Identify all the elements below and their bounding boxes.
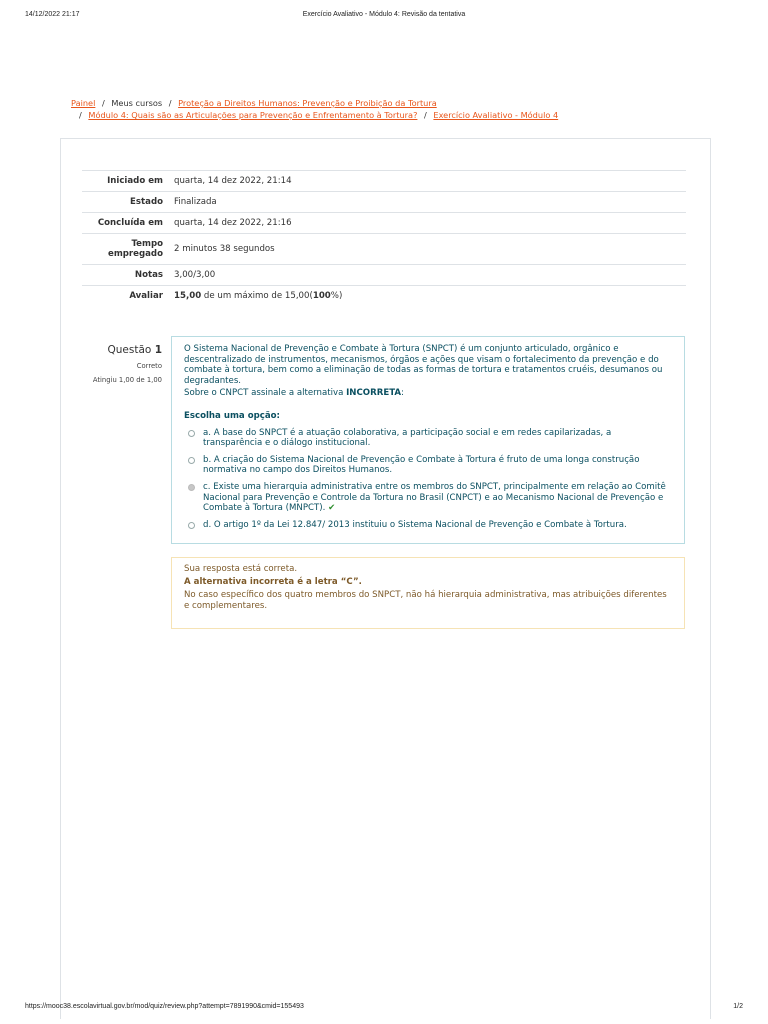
breadcrumb-separator: / [168,98,172,108]
summary-value: Finalizada [174,197,217,207]
answer-option-label: b. A criação do Sistema Nacional de Prevenção e Combate à Tortura é fruto de uma longa construção normativa no campo dos Direitos Humanos. [203,454,640,476]
grade-mid: de um máximo de 15,00( [201,291,313,301]
question-text: O Sistema Nacional de Prevenção e Combate à Tortura (SNPCT) é um conjunto articulado, orgânico e descentralizado de instrumentos, mecanismos, órgãos e ações que visam o fortalecimento da prevenção e do combate à tortura, bem como a eliminação de todas as formas de tortura e tratamentos cruéis, desumanos ou degradantes. [184,344,663,386]
summary-label-line: empregado [107,249,163,259]
answer-option-d[interactable] [184,520,672,531]
feedback-explanation: No caso específico dos quatro membros do SNPCT, não há hierarquia administrativa, mas atribuições diferentes e complementares. [184,590,667,611]
answer-option-label: a. A base do SNPCT é a atuação colaborativa, a participação social e em redes capilarizadas, a transparência e o diálogo institucional. [203,427,612,449]
print-page-number: 1/2 [733,1003,743,1010]
breadcrumb-curso-link[interactable]: Proteção a Direitos Humanos: Prevenção e Proibição da Tortura [178,98,437,108]
breadcrumb-atividade-link[interactable]: Exercício Avaliativo - Módulo 4 [433,110,559,120]
breadcrumb-separator: / [101,98,105,108]
answer-prompt: Escolha uma opção: [184,410,280,421]
instruction-text-end: : [401,388,404,399]
summary-label: Avaliar [129,291,163,301]
question-content [171,336,685,544]
question-number [82,344,162,356]
answer-option-c[interactable] [184,482,672,514]
answer-option-label: d. O artigo 1º da Lei 12.847/ 2013 instituiu o Sistema Nacional de Prevenção e Combate à Tortura. [203,519,627,530]
grade-end: %) [330,291,343,301]
summary-row-estado [82,191,686,212]
breadcrumb-separator: / [424,110,427,120]
summary-value-text: 2 minutos 38 segundos [174,244,275,254]
radio-button-c[interactable] [188,484,195,491]
breadcrumb-separator: / [79,110,82,120]
print-datetime: 14/12/2022 21:17 [25,11,80,18]
radio-button-a[interactable] [188,430,195,437]
summary-value: quarta, 14 dez 2022, 21:16 [174,218,292,228]
summary-label: Concluída em [97,218,163,228]
instruction-text: Sobre o CNPCT assinale a alternativa [184,388,347,399]
summary-value: quarta, 14 dez 2022, 21:14 [174,176,292,186]
radio-button-d[interactable] [188,522,195,529]
question-label: Questão [107,344,155,356]
feedback-answer: A alternativa incorreta é a letra “C”. [184,577,362,587]
print-title: Exercício Avaliativo - Módulo 4: Revisão da tentativa [302,11,466,18]
question-instruction [184,388,672,399]
answer-option-a[interactable] [184,428,672,449]
question-info [82,344,162,384]
summary-row-notas [82,264,686,285]
summary-label: Iniciado em [107,176,163,186]
correct-check-icon: ✔ [328,503,336,514]
feedback-correct: Sua resposta está correta. [184,564,298,574]
answer-feedback [171,557,685,629]
question-number-value: 1 [154,344,162,356]
print-url: https://mooc38.escolavirtual.gov.br/mod/quiz/review.php?attempt=7891990&cmid=155493 [25,1003,304,1010]
answer-option-text: c. Existe uma hierarquia administrativa entre os membros do SNPCT, principalmente em relação ao Comitê Nacional para Prevenção e Controle da Tortura no Brasil (CNPCT) e ao Mecanismo Nacional de Prevenção e Combate à Tortura (MNPCT). [203,481,666,514]
radio-button-b[interactable] [188,457,195,464]
instruction-emphasis: INCORRETA [346,388,402,399]
grade-percent: 100 [312,291,331,301]
breadcrumb-painel-link[interactable]: Painel [71,98,96,108]
breadcrumb [71,97,711,121]
breadcrumb-modulo-link[interactable]: Módulo 4: Quais são as Articulações para Prevenção e Enfrentamento à Tortura? [88,110,418,120]
answer-option-b[interactable] [184,455,672,476]
summary-row-tempo [82,233,686,264]
grade-score: 15,00 [174,291,202,301]
summary-value [170,286,686,306]
summary-row-iniciado [82,170,686,191]
summary-label: Estado [130,197,163,207]
answer-option-label [203,482,672,514]
summary-value [170,234,686,264]
summary-row-avaliar [82,285,686,306]
attempt-summary-table [82,170,686,306]
breadcrumb-meus-cursos: Meus cursos [111,98,163,108]
summary-label-line: Tempo [131,239,163,249]
summary-label [82,234,170,264]
question-grade: Atingiu 1,00 de 1,00 [92,376,162,384]
summary-row-concluida [82,212,686,233]
question-state: Correto [136,362,162,370]
summary-label: Notas [134,270,163,280]
summary-value: 3,00/3,00 [174,270,216,280]
